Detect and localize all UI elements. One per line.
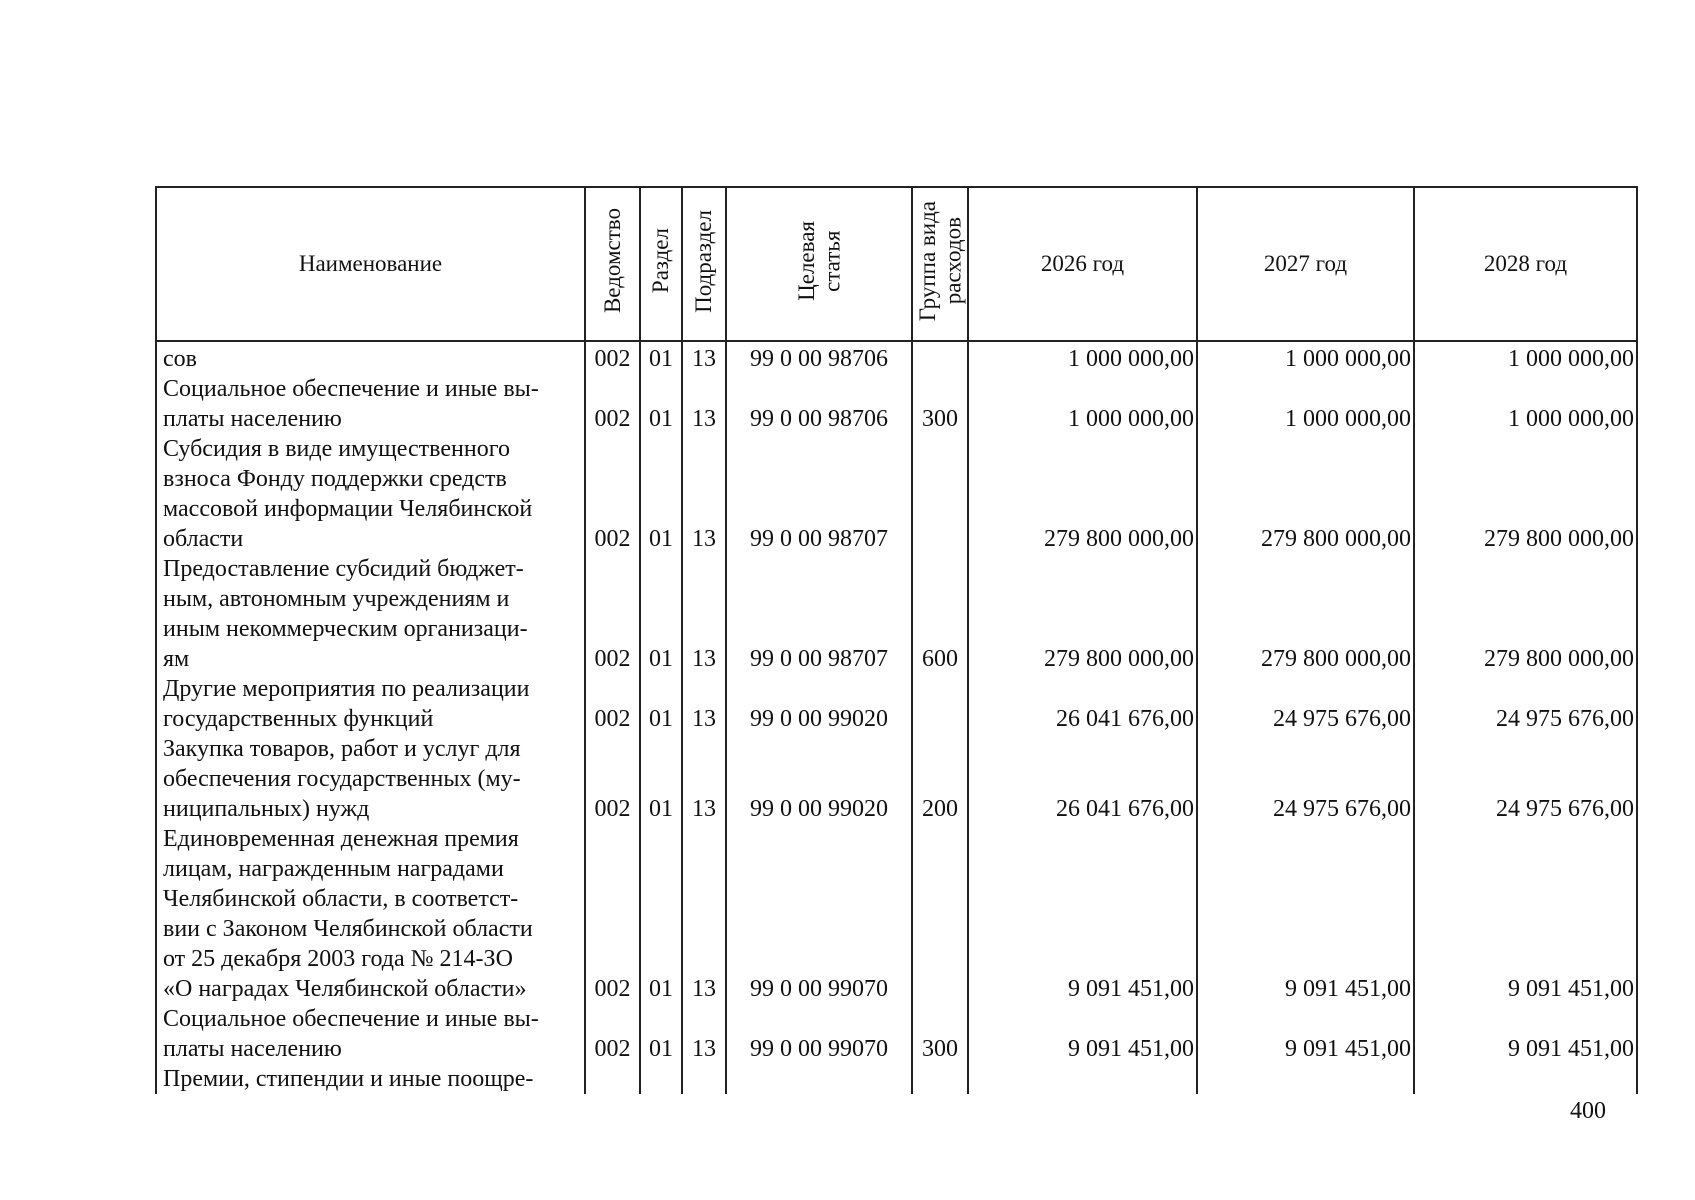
cell-amount-2026: 279 800 000,00 bbox=[968, 434, 1197, 554]
cell-section: 01 bbox=[640, 554, 682, 674]
row-name-line: от 25 декабря 2003 года № 214-ЗО bbox=[163, 946, 513, 972]
row-name-line: ным, автономным учреждениям и bbox=[163, 586, 510, 612]
cell-amount-2026: 9 091 451,00 bbox=[968, 824, 1197, 1004]
row-name-line: массовой информации Челябинской bbox=[163, 496, 533, 522]
row-name bbox=[156, 1064, 585, 1094]
cell-section: 01 bbox=[640, 374, 682, 434]
row-name-line: сов bbox=[163, 346, 197, 372]
cell-target-article: 99 0 00 99020 bbox=[726, 674, 912, 734]
header-subsection: Подраздел bbox=[682, 187, 726, 341]
cell-expense-group: 600 bbox=[912, 554, 968, 674]
table-row bbox=[156, 734, 1637, 824]
cell-subsection: 13 bbox=[682, 554, 726, 674]
cell-amount-2026: 279 800 000,00 bbox=[968, 554, 1197, 674]
row-name-line: области bbox=[163, 526, 244, 552]
budget-table bbox=[155, 186, 1638, 1094]
cell-amount-2028 bbox=[1414, 1064, 1637, 1094]
table-row bbox=[156, 824, 1637, 1004]
row-name bbox=[156, 674, 585, 734]
cell-amount-2026: 1 000 000,00 bbox=[968, 341, 1197, 374]
row-name-line: Предоставление субсидий бюджет- bbox=[163, 556, 524, 582]
cell-amount-2026 bbox=[968, 1064, 1197, 1094]
cell-amount-2028: 279 800 000,00 bbox=[1414, 434, 1637, 554]
table-row bbox=[156, 554, 1637, 674]
row-name-line: государственных функций bbox=[163, 706, 434, 732]
cell-subsection: 13 bbox=[682, 674, 726, 734]
cell-subsection bbox=[682, 1064, 726, 1094]
header-expense-group: Группа вида расходов bbox=[912, 187, 968, 341]
row-name-line: иным некоммерческим организаци- bbox=[163, 616, 528, 642]
row-name-line: «О наградах Челябинской области» bbox=[163, 976, 527, 1002]
cell-amount-2028: 1 000 000,00 bbox=[1414, 341, 1637, 374]
cell-amount-2026: 9 091 451,00 bbox=[968, 1004, 1197, 1064]
row-name-line: Социальное обеспечение и иные вы- bbox=[163, 376, 539, 402]
cell-amount-2028: 9 091 451,00 bbox=[1414, 1004, 1637, 1064]
cell-amount-2028: 9 091 451,00 bbox=[1414, 824, 1637, 1004]
cell-amount-2028: 24 975 676,00 bbox=[1414, 734, 1637, 824]
header-year-2026: 2026 год bbox=[968, 187, 1197, 341]
row-name bbox=[156, 734, 585, 824]
cell-amount-2027 bbox=[1197, 1064, 1414, 1094]
row-name-line: платы населению bbox=[163, 1036, 342, 1062]
row-name-line: взноса Фонду поддержки средств bbox=[163, 466, 507, 492]
row-name bbox=[156, 341, 585, 374]
cell-target-article: 99 0 00 99070 bbox=[726, 824, 912, 1004]
table-body bbox=[156, 341, 1637, 1094]
cell-section: 01 bbox=[640, 824, 682, 1004]
cell-amount-2027: 1 000 000,00 bbox=[1197, 374, 1414, 434]
row-name-line: ям bbox=[163, 646, 190, 672]
row-name-line: платы населению bbox=[163, 406, 342, 432]
cell-amount-2027: 9 091 451,00 bbox=[1197, 1004, 1414, 1064]
row-name bbox=[156, 374, 585, 434]
cell-department: 002 bbox=[585, 434, 640, 554]
cell-subsection: 13 bbox=[682, 341, 726, 374]
row-name bbox=[156, 554, 585, 674]
table-row bbox=[156, 1064, 1637, 1094]
cell-expense-group bbox=[912, 434, 968, 554]
cell-subsection: 13 bbox=[682, 734, 726, 824]
cell-department bbox=[585, 1064, 640, 1094]
cell-target-article: 99 0 00 99020 bbox=[726, 734, 912, 824]
cell-amount-2026: 1 000 000,00 bbox=[968, 374, 1197, 434]
cell-amount-2027: 9 091 451,00 bbox=[1197, 824, 1414, 1004]
row-name-line: Субсидия в виде имущественного bbox=[163, 436, 510, 462]
table-row bbox=[156, 1004, 1637, 1064]
cell-section: 01 bbox=[640, 434, 682, 554]
cell-amount-2028: 1 000 000,00 bbox=[1414, 374, 1637, 434]
page-number: 400 bbox=[1570, 1098, 1606, 1124]
cell-target-article: 99 0 00 98706 bbox=[726, 374, 912, 434]
cell-department: 002 bbox=[585, 1004, 640, 1064]
cell-amount-2026: 26 041 676,00 bbox=[968, 674, 1197, 734]
cell-amount-2028: 24 975 676,00 bbox=[1414, 674, 1637, 734]
table-row bbox=[156, 341, 1637, 374]
cell-amount-2027: 24 975 676,00 bbox=[1197, 674, 1414, 734]
row-name-line: Другие мероприятия по реализации bbox=[163, 676, 530, 702]
cell-department: 002 bbox=[585, 824, 640, 1004]
header-target-article: Целевая статья bbox=[726, 187, 912, 341]
cell-amount-2026: 26 041 676,00 bbox=[968, 734, 1197, 824]
row-name-line: Премии, стипендии и иные поощре- bbox=[163, 1066, 534, 1092]
cell-department: 002 bbox=[585, 734, 640, 824]
row-name-line: обеспечения государственных (му- bbox=[163, 766, 521, 792]
cell-subsection: 13 bbox=[682, 1004, 726, 1064]
header-year-2027: 2027 год bbox=[1197, 187, 1414, 341]
cell-expense-group bbox=[912, 341, 968, 374]
cell-subsection: 13 bbox=[682, 374, 726, 434]
cell-target-article: 99 0 00 98706 bbox=[726, 341, 912, 374]
cell-target-article: 99 0 00 98707 bbox=[726, 434, 912, 554]
header-section: Раздел bbox=[640, 187, 682, 341]
cell-amount-2027: 1 000 000,00 bbox=[1197, 341, 1414, 374]
cell-amount-2027: 279 800 000,00 bbox=[1197, 554, 1414, 674]
row-name-line: вии с Законом Челябинской области bbox=[163, 916, 533, 942]
cell-amount-2027: 279 800 000,00 bbox=[1197, 434, 1414, 554]
cell-section: 01 bbox=[640, 674, 682, 734]
cell-target-article: 99 0 00 99070 bbox=[726, 1004, 912, 1064]
cell-expense-group: 200 bbox=[912, 734, 968, 824]
row-name bbox=[156, 1004, 585, 1064]
row-name-line: Челябинской области, в соответст- bbox=[163, 886, 519, 912]
cell-expense-group: 300 bbox=[912, 1004, 968, 1064]
cell-section: 01 bbox=[640, 341, 682, 374]
cell-section bbox=[640, 1064, 682, 1094]
cell-subsection: 13 bbox=[682, 824, 726, 1004]
table-header bbox=[156, 187, 1637, 341]
row-name-line: лицам, награжденным наградами bbox=[163, 856, 504, 882]
cell-target-article bbox=[726, 1064, 912, 1094]
cell-department: 002 bbox=[585, 374, 640, 434]
row-name-line: Социальное обеспечение и иные вы- bbox=[163, 1006, 539, 1032]
table-row bbox=[156, 374, 1637, 434]
cell-subsection: 13 bbox=[682, 434, 726, 554]
header-year-2028: 2028 год bbox=[1414, 187, 1637, 341]
table-row bbox=[156, 674, 1637, 734]
cell-department: 002 bbox=[585, 341, 640, 374]
header-department: Ведомство bbox=[585, 187, 640, 341]
table-row bbox=[156, 434, 1637, 554]
cell-expense-group: 300 bbox=[912, 374, 968, 434]
header-name: Наименование bbox=[156, 187, 585, 341]
cell-section: 01 bbox=[640, 734, 682, 824]
cell-expense-group bbox=[912, 1064, 968, 1094]
row-name bbox=[156, 824, 585, 1004]
row-name-line: ниципальных) нужд bbox=[163, 796, 370, 822]
cell-department: 002 bbox=[585, 674, 640, 734]
cell-amount-2028: 279 800 000,00 bbox=[1414, 554, 1637, 674]
cell-section: 01 bbox=[640, 1004, 682, 1064]
cell-expense-group bbox=[912, 824, 968, 1004]
cell-target-article: 99 0 00 98707 bbox=[726, 554, 912, 674]
cell-expense-group bbox=[912, 674, 968, 734]
cell-department: 002 bbox=[585, 554, 640, 674]
cell-amount-2027: 24 975 676,00 bbox=[1197, 734, 1414, 824]
row-name-line: Закупка товаров, работ и услуг для bbox=[163, 736, 521, 762]
row-name-line: Единовременная денежная премия bbox=[163, 826, 519, 852]
row-name bbox=[156, 434, 585, 554]
